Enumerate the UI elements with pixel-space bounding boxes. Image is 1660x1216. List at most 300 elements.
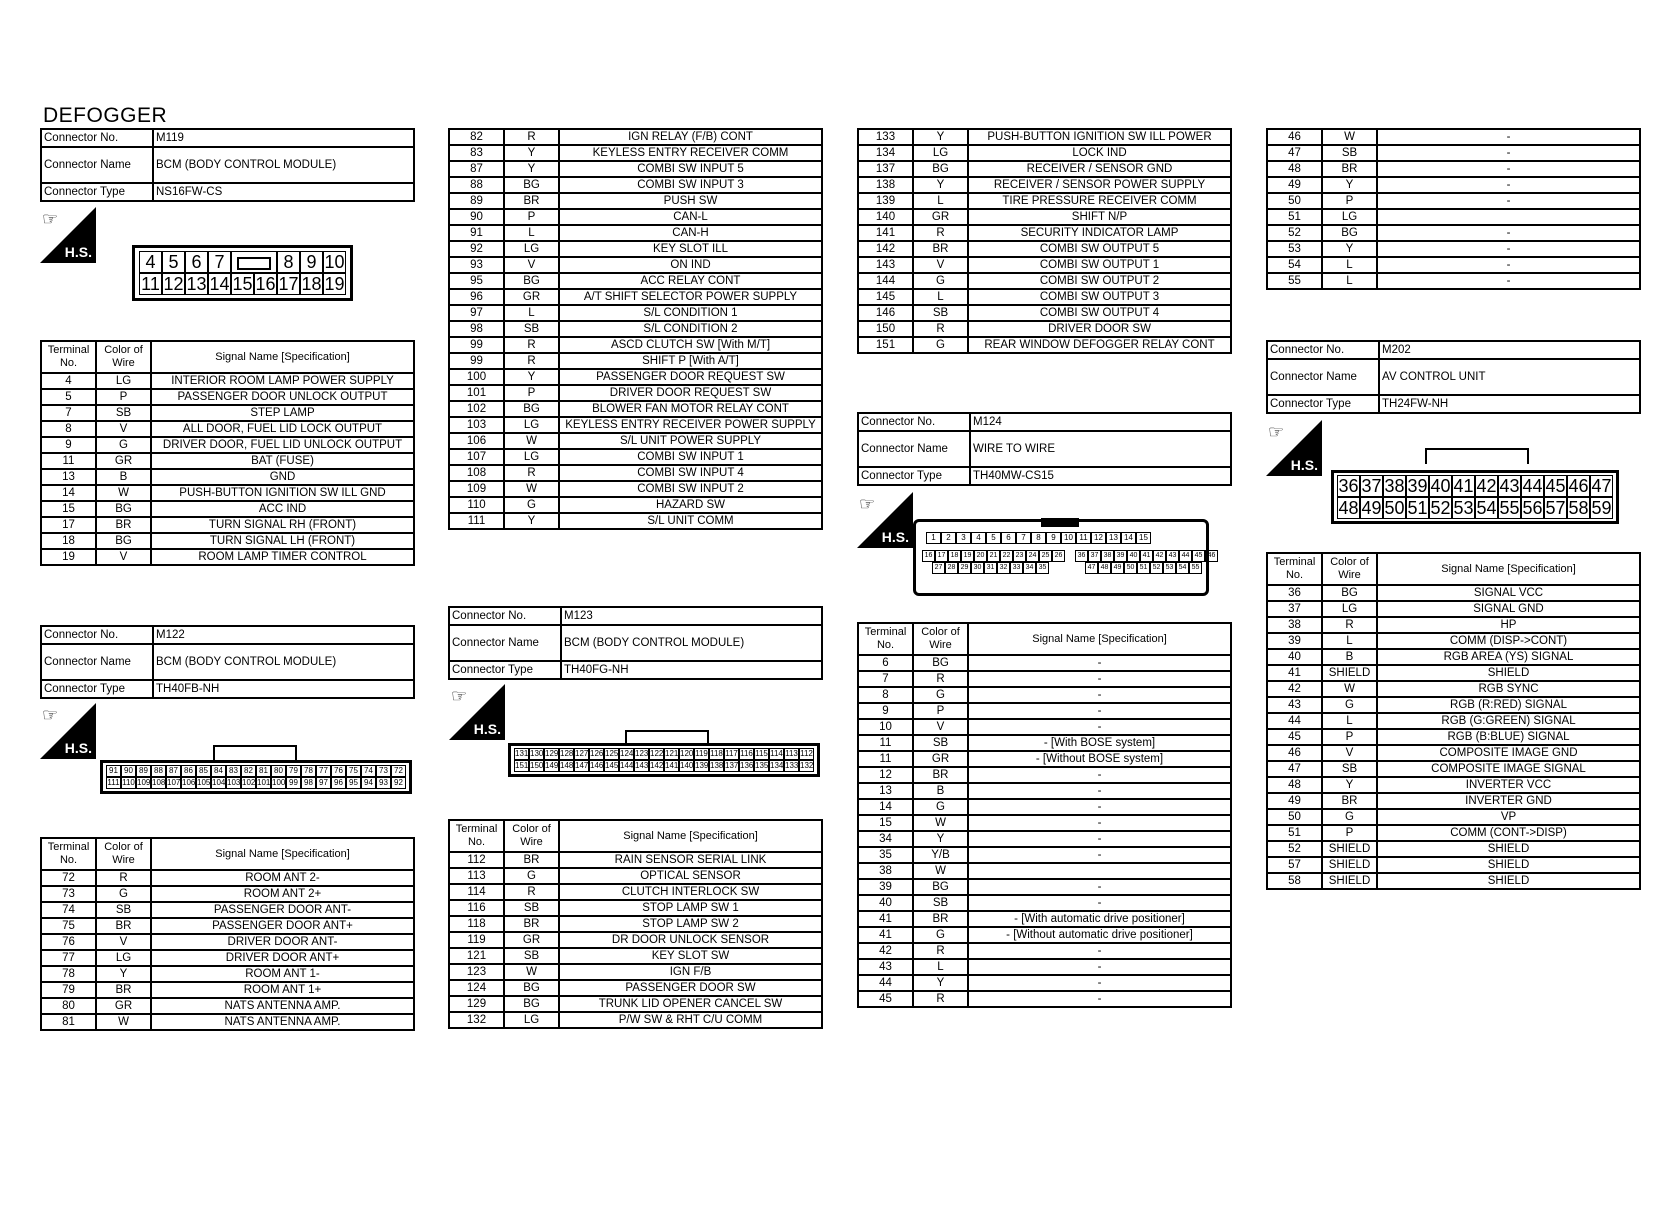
signal-name-cell: PUSH SW — [559, 193, 822, 209]
terminal-no-header: Terminal No. — [449, 820, 504, 852]
connector-pin: 53 — [1163, 562, 1176, 574]
terminal-no-cell: 140 — [858, 209, 913, 225]
signal-name-cell: - — [968, 799, 1231, 815]
connector-pin: 88 — [151, 765, 166, 777]
signal-name-cell: - — [968, 991, 1231, 1007]
signal-name-cell: ROOM ANT 2+ — [151, 886, 414, 902]
wire-color-cell: V — [1322, 745, 1377, 761]
signal-name-cell: SIGNAL GND — [1377, 601, 1640, 617]
signal-name-cell: KEY SLOT SW — [559, 948, 822, 964]
wire-color-cell: GR — [913, 209, 968, 225]
terminal-no-cell: 124 — [449, 980, 504, 996]
hs-harness-side-icon: ☞ H.S. — [40, 703, 96, 759]
terminal-no-cell: 150 — [858, 321, 913, 337]
table-row — [858, 703, 1231, 719]
wire-color-cell: BR — [913, 241, 968, 257]
signal-name-cell: ALL DOOR, FUEL LID LOCK OUTPUT — [151, 421, 414, 437]
signal-name-cell: - — [968, 719, 1231, 735]
terminal-table-m124-cont — [1266, 128, 1641, 290]
table-row — [41, 950, 414, 966]
connector-pin: 13 — [1106, 532, 1121, 544]
signal-name-cell: DR DOOR UNLOCK SENSOR — [559, 932, 822, 948]
connector-pin: 89 — [136, 765, 151, 777]
terminal-no-cell: 40 — [858, 895, 913, 911]
connector-pin: 43 — [1499, 476, 1520, 496]
wire-color-cell: L — [913, 193, 968, 209]
table-row — [858, 735, 1231, 751]
connector-name-label: Connector Name — [41, 644, 153, 680]
table-row — [858, 321, 1231, 337]
table-row — [449, 385, 822, 401]
wire-color-cell: LG — [504, 449, 559, 465]
terminal-no-cell: 83 — [449, 145, 504, 161]
connector-name-label: Connector Name — [41, 147, 153, 183]
table-row — [1267, 793, 1640, 809]
table-row — [858, 959, 1231, 975]
connector-m119-face — [132, 245, 353, 301]
signal-name-cell: SHIELD — [1377, 841, 1640, 857]
wire-color-cell: G — [504, 497, 559, 513]
wire-color-cell: Y — [913, 129, 968, 145]
terminal-no-cell: 74 — [41, 902, 96, 918]
table-row — [449, 241, 822, 257]
wire-color-cell: L — [1322, 633, 1377, 649]
signal-name-cell: COMBI SW INPUT 3 — [559, 177, 822, 193]
terminal-no-cell: 9 — [41, 437, 96, 453]
connector-pin: 141 — [665, 761, 679, 770]
connector-pin: 150 — [530, 761, 544, 770]
wire-color-cell: Y — [1322, 177, 1377, 193]
wire-color-cell: BG — [504, 177, 559, 193]
table-row — [449, 193, 822, 209]
connector-no-value: M119 — [153, 129, 414, 147]
signal-name-cell: COMBI SW INPUT 2 — [559, 481, 822, 497]
connector-no-value: M123 — [561, 607, 822, 625]
terminal-table-m123 — [448, 819, 823, 1029]
terminal-table-m122 — [40, 837, 415, 1031]
table-row — [449, 916, 822, 932]
connector-pin: 83 — [226, 765, 241, 777]
terminal-no-cell: 41 — [1267, 665, 1322, 681]
signal-name-cell: - — [968, 703, 1231, 719]
connector-pin: 3 — [956, 532, 971, 544]
signal-name-cell — [1377, 209, 1640, 225]
wire-color-cell: W — [504, 481, 559, 497]
table-row — [449, 401, 822, 417]
wire-color-cell: L — [1322, 273, 1377, 289]
signal-name-cell: - — [968, 879, 1231, 895]
connector-pin: 80 — [271, 765, 286, 777]
signal-name-cell: KEY SLOT ILL — [559, 241, 822, 257]
signal-name-cell: DRIVER DOOR, FUEL LID UNLOCK OUTPUT — [151, 437, 414, 453]
connector-pin: 134 — [770, 761, 784, 770]
connector-key-slot — [231, 251, 277, 273]
connector-pin: 32 — [997, 562, 1010, 574]
signal-name-header: Signal Name [Specification] — [1377, 553, 1640, 585]
wire-color-cell: W — [913, 815, 968, 831]
wire-color-cell: BG — [913, 879, 968, 895]
signal-name-header: Signal Name [Specification] — [968, 623, 1231, 655]
terminal-no-cell: 107 — [449, 449, 504, 465]
connector-pin: 23 — [1013, 550, 1026, 562]
terminal-no-cell: 17 — [41, 517, 96, 533]
wire-color-cell: R — [913, 943, 968, 959]
wire-color-cell: R — [504, 465, 559, 481]
signal-name-cell: - — [968, 959, 1231, 975]
table-row — [1267, 273, 1640, 289]
table-row — [41, 982, 414, 998]
terminal-no-header: Terminal No. — [1267, 553, 1322, 585]
signal-name-cell: HAZARD SW — [559, 497, 822, 513]
table-row — [1267, 129, 1640, 145]
connector-pin: 98 — [301, 777, 316, 789]
table-row — [858, 751, 1231, 767]
table-row — [1267, 177, 1640, 193]
connector-pin: 46 — [1568, 476, 1589, 496]
table-row — [41, 886, 414, 902]
connector-pin: 31 — [984, 562, 997, 574]
table-row — [858, 783, 1231, 799]
terminal-no-cell: 118 — [449, 916, 504, 932]
table-row — [858, 225, 1231, 241]
terminal-no-cell: 13 — [41, 469, 96, 485]
wire-color-cell: P — [504, 385, 559, 401]
signal-name-cell: S/L UNIT POWER SUPPLY — [559, 433, 822, 449]
signal-name-cell: PASSENGER DOOR REQUEST SW — [559, 369, 822, 385]
table-row — [449, 257, 822, 273]
signal-name-cell: INTERIOR ROOM LAMP POWER SUPPLY — [151, 373, 414, 389]
connector-pin: 142 — [650, 761, 664, 770]
terminal-no-cell: 44 — [858, 975, 913, 991]
terminal-no-cell: 46 — [1267, 129, 1322, 145]
table-row — [41, 485, 414, 501]
signal-name-header: Signal Name [Specification] — [559, 820, 822, 852]
connector-pin: 18 — [948, 550, 961, 562]
connector-pin: 7 — [1016, 532, 1031, 544]
terminal-no-cell: 109 — [449, 481, 504, 497]
connector-pin: 112 — [800, 749, 813, 758]
connector-name-label: Connector Name — [449, 625, 561, 661]
connector-pin: 12 — [1091, 532, 1106, 544]
connector-pin: 19 — [324, 274, 345, 294]
connector-pin: 33 — [1010, 562, 1023, 574]
wire-color-cell: V — [96, 421, 151, 437]
wire-color-cell: SB — [96, 902, 151, 918]
terminal-no-cell: 119 — [449, 932, 504, 948]
table-row — [41, 902, 414, 918]
connector-pin: 120 — [680, 749, 694, 758]
connector-pin: 52 — [1430, 498, 1451, 518]
terminal-no-cell: 44 — [1267, 713, 1322, 729]
wire-color-cell: G — [913, 799, 968, 815]
terminal-no-cell: 45 — [858, 991, 913, 1007]
signal-name-cell: DRIVER DOOR ANT+ — [151, 950, 414, 966]
wire-color-cell: BR — [504, 852, 559, 868]
wire-color-cell: BG — [1322, 225, 1377, 241]
signal-name-cell: COMBI SW OUTPUT 4 — [968, 305, 1231, 321]
connector-pin: 119 — [695, 749, 708, 758]
table-row — [41, 1014, 414, 1030]
connector-pin: 48 — [1098, 562, 1111, 574]
connector-pin: 122 — [650, 749, 664, 758]
signal-name-cell: STOP LAMP SW 1 — [559, 900, 822, 916]
connector-pin: 101 — [257, 778, 271, 787]
terminal-no-cell: 43 — [1267, 697, 1322, 713]
wire-color-cell: SHIELD — [1322, 665, 1377, 681]
terminal-no-cell: 101 — [449, 385, 504, 401]
signal-name-cell: ASCD CLUTCH SW [With M/T] — [559, 337, 822, 353]
connector-m124-info — [857, 412, 1232, 486]
connector-pin: 35 — [1036, 562, 1049, 574]
connector-pin: 116 — [740, 749, 753, 758]
terminal-no-cell: 14 — [858, 799, 913, 815]
connector-type-label: Connector Type — [449, 661, 561, 679]
signal-name-cell: TIRE PRESSURE RECEIVER COMM — [968, 193, 1231, 209]
signal-name-cell: RECEIVER / SENSOR GND — [968, 161, 1231, 177]
terminal-no-cell: 102 — [449, 401, 504, 417]
terminal-no-cell: 113 — [449, 868, 504, 884]
connector-pin: 14 — [1121, 532, 1136, 544]
table-row — [858, 671, 1231, 687]
table-row — [858, 991, 1231, 1007]
wire-color-cell: V — [913, 719, 968, 735]
wire-color-cell: R — [913, 225, 968, 241]
wire-color-cell: LG — [913, 145, 968, 161]
terminal-no-cell: 72 — [41, 870, 96, 886]
connector-pin: 22 — [1000, 550, 1013, 562]
connector-m202-face — [1331, 470, 1619, 524]
terminal-no-cell: 49 — [1267, 793, 1322, 809]
terminal-no-cell: 81 — [41, 1014, 96, 1030]
connector-pin: 51 — [1407, 498, 1428, 518]
connector-pin: 53 — [1453, 498, 1474, 518]
connector-pin: 48 — [1338, 498, 1359, 518]
connector-pin: 107 — [167, 778, 181, 787]
terminal-no-cell: 87 — [449, 161, 504, 177]
table-row — [1267, 745, 1640, 761]
wire-color-header: Color of Wire — [1322, 553, 1377, 585]
wire-color-cell: W — [96, 1014, 151, 1030]
wire-color-cell: P — [913, 703, 968, 719]
terminal-no-cell: 57 — [1267, 857, 1322, 873]
terminal-no-cell: 106 — [449, 433, 504, 449]
table-row — [858, 879, 1231, 895]
table-row — [1267, 809, 1640, 825]
wire-color-cell: L — [504, 225, 559, 241]
connector-pin: 87 — [166, 765, 181, 777]
connector-pin: 20 — [974, 550, 987, 562]
connector-pin: 151 — [515, 761, 529, 770]
connector-pin: 136 — [740, 761, 754, 770]
connector-pin: 124 — [620, 749, 634, 758]
signal-name-cell: RGB (G:GREEN) SIGNAL — [1377, 713, 1640, 729]
terminal-no-cell: 93 — [449, 257, 504, 273]
terminal-no-cell: 45 — [1267, 729, 1322, 745]
connector-pin: 4 — [971, 532, 986, 544]
signal-name-cell: HP — [1377, 617, 1640, 633]
table-row — [41, 373, 414, 389]
signal-name-cell: PUSH-BUTTON IGNITION SW ILL GND — [151, 485, 414, 501]
connector-pin: 27 — [932, 562, 945, 574]
signal-name-cell: COMBI SW OUTPUT 1 — [968, 257, 1231, 273]
terminal-no-header: Terminal No. — [41, 341, 96, 373]
terminal-no-cell: 38 — [858, 863, 913, 879]
connector-pin: 39 — [1407, 476, 1428, 496]
table-row — [1267, 193, 1640, 209]
connector-pin: 59 — [1591, 498, 1612, 518]
table-row — [449, 980, 822, 996]
wire-color-cell: BR — [913, 911, 968, 927]
wire-color-cell: BG — [1322, 585, 1377, 601]
connector-pin: 130 — [530, 749, 544, 758]
connector-pin: 18 — [301, 274, 322, 294]
wire-color-cell: G — [913, 273, 968, 289]
connector-pin: 1 — [926, 532, 941, 544]
table-row — [449, 868, 822, 884]
wire-color-cell: BR — [96, 982, 151, 998]
wire-color-cell: L — [504, 305, 559, 321]
wire-color-cell: LG — [96, 373, 151, 389]
signal-name-cell: COMBI SW INPUT 5 — [559, 161, 822, 177]
table-row — [1267, 617, 1640, 633]
wire-color-cell: R — [96, 870, 151, 886]
table-row — [449, 353, 822, 369]
table-row — [449, 289, 822, 305]
table-row — [1267, 145, 1640, 161]
terminal-no-cell: 139 — [858, 193, 913, 209]
terminal-no-cell: 96 — [449, 289, 504, 305]
connector-m123-face — [508, 743, 820, 777]
connector-pin: 17 — [278, 274, 299, 294]
signal-name-cell: DRIVER DOOR SW — [968, 321, 1231, 337]
connector-pin: 49 — [1361, 498, 1382, 518]
wire-color-cell: SB — [1322, 761, 1377, 777]
table-row — [858, 193, 1231, 209]
connector-m202-info — [1266, 340, 1641, 414]
table-row — [449, 369, 822, 385]
connector-pin: 58 — [1568, 498, 1589, 518]
signal-name-cell: - — [968, 831, 1231, 847]
signal-name-cell: - [With BOSE system] — [968, 735, 1231, 751]
connector-pin: 128 — [560, 749, 574, 758]
terminal-no-cell: 58 — [1267, 873, 1322, 889]
signal-name-cell: - — [1377, 241, 1640, 257]
wire-color-cell: SHIELD — [1322, 873, 1377, 889]
connector-pin: 117 — [725, 749, 738, 758]
signal-name-cell: S/L CONDITION 2 — [559, 321, 822, 337]
table-row — [449, 161, 822, 177]
connector-pin: 140 — [680, 761, 694, 770]
connector-pin: 13 — [186, 274, 207, 294]
connector-pin: 39 — [1114, 550, 1127, 562]
table-row — [449, 996, 822, 1012]
signal-name-cell: RGB (B:BLUE) SIGNAL — [1377, 729, 1640, 745]
table-row — [41, 517, 414, 533]
signal-name-cell: ROOM ANT 2- — [151, 870, 414, 886]
table-row — [858, 815, 1231, 831]
wire-color-cell: BG — [504, 996, 559, 1012]
connector-type-label: Connector Type — [1267, 395, 1379, 413]
connector-pin: 52 — [1150, 562, 1163, 574]
terminal-no-cell: 46 — [1267, 745, 1322, 761]
terminal-no-cell: 82 — [449, 129, 504, 145]
table-row — [858, 129, 1231, 145]
connector-pin: 10 — [1061, 532, 1076, 544]
signal-name-cell: - [Without BOSE system] — [968, 751, 1231, 767]
signal-name-cell: - — [968, 815, 1231, 831]
signal-name-cell: OPTICAL SENSOR — [559, 868, 822, 884]
hs-harness-side-icon: ☞ H.S. — [40, 207, 96, 263]
wire-color-cell: Y — [1322, 241, 1377, 257]
signal-name-cell: SECURITY INDICATOR LAMP — [968, 225, 1231, 241]
signal-name-cell: RGB (R:RED) SIGNAL — [1377, 697, 1640, 713]
table-row — [1267, 841, 1640, 857]
wire-color-cell: SB — [913, 895, 968, 911]
wire-color-cell: SHIELD — [1322, 841, 1377, 857]
connector-pin: 97 — [316, 777, 331, 789]
wire-color-cell: R — [504, 353, 559, 369]
table-row — [449, 449, 822, 465]
connector-pin: 78 — [301, 765, 316, 777]
wire-color-cell: SB — [504, 321, 559, 337]
signal-name-cell: COMM (CONT->DISP) — [1377, 825, 1640, 841]
wire-color-cell: BG — [96, 533, 151, 549]
terminal-no-cell: 144 — [858, 273, 913, 289]
hs-harness-side-icon: ☞ H.S. — [857, 492, 913, 548]
terminal-no-cell: 138 — [858, 177, 913, 193]
connector-pin: 41 — [1140, 550, 1153, 562]
terminal-no-cell: 10 — [858, 719, 913, 735]
connector-pin: 5 — [162, 251, 185, 273]
table-row — [1267, 681, 1640, 697]
connector-pin: 145 — [605, 761, 619, 770]
wire-color-cell: Y — [504, 161, 559, 177]
connector-pin: 43 — [1166, 550, 1179, 562]
wire-color-cell: R — [1322, 617, 1377, 633]
connector-pin: 38 — [1101, 550, 1114, 562]
connector-pin: 137 — [725, 761, 739, 770]
wire-color-cell: G — [913, 687, 968, 703]
connector-no-value: M202 — [1379, 341, 1640, 359]
signal-name-cell: CAN-H — [559, 225, 822, 241]
connector-pin: 109 — [137, 778, 151, 787]
connector-pin: 125 — [605, 749, 619, 758]
terminal-no-cell: 80 — [41, 998, 96, 1014]
table-row — [1267, 633, 1640, 649]
signal-name-cell: - — [1377, 177, 1640, 193]
terminal-no-cell: 54 — [1267, 257, 1322, 273]
terminal-no-cell: 90 — [449, 209, 504, 225]
signal-name-cell: SHIELD — [1377, 873, 1640, 889]
connector-pin: 15 — [232, 274, 253, 294]
signal-name-cell: S/L CONDITION 1 — [559, 305, 822, 321]
wire-color-cell: LG — [96, 950, 151, 966]
table-row — [449, 900, 822, 916]
wire-color-cell: BR — [1322, 793, 1377, 809]
connector-pin: 74 — [361, 765, 376, 777]
signal-name-cell: - — [968, 847, 1231, 863]
wire-color-cell: W — [504, 964, 559, 980]
connector-pin: 5 — [986, 532, 1001, 544]
connector-type-value: TH40MW-CS15 — [970, 467, 1231, 485]
connector-pin: 9 — [1046, 532, 1061, 544]
table-row — [1267, 161, 1640, 177]
connector-pin: 49 — [1111, 562, 1124, 574]
wire-color-cell: W — [1322, 129, 1377, 145]
connector-pin: 44 — [1522, 476, 1543, 496]
wire-color-cell: SB — [913, 305, 968, 321]
table-row — [858, 863, 1231, 879]
